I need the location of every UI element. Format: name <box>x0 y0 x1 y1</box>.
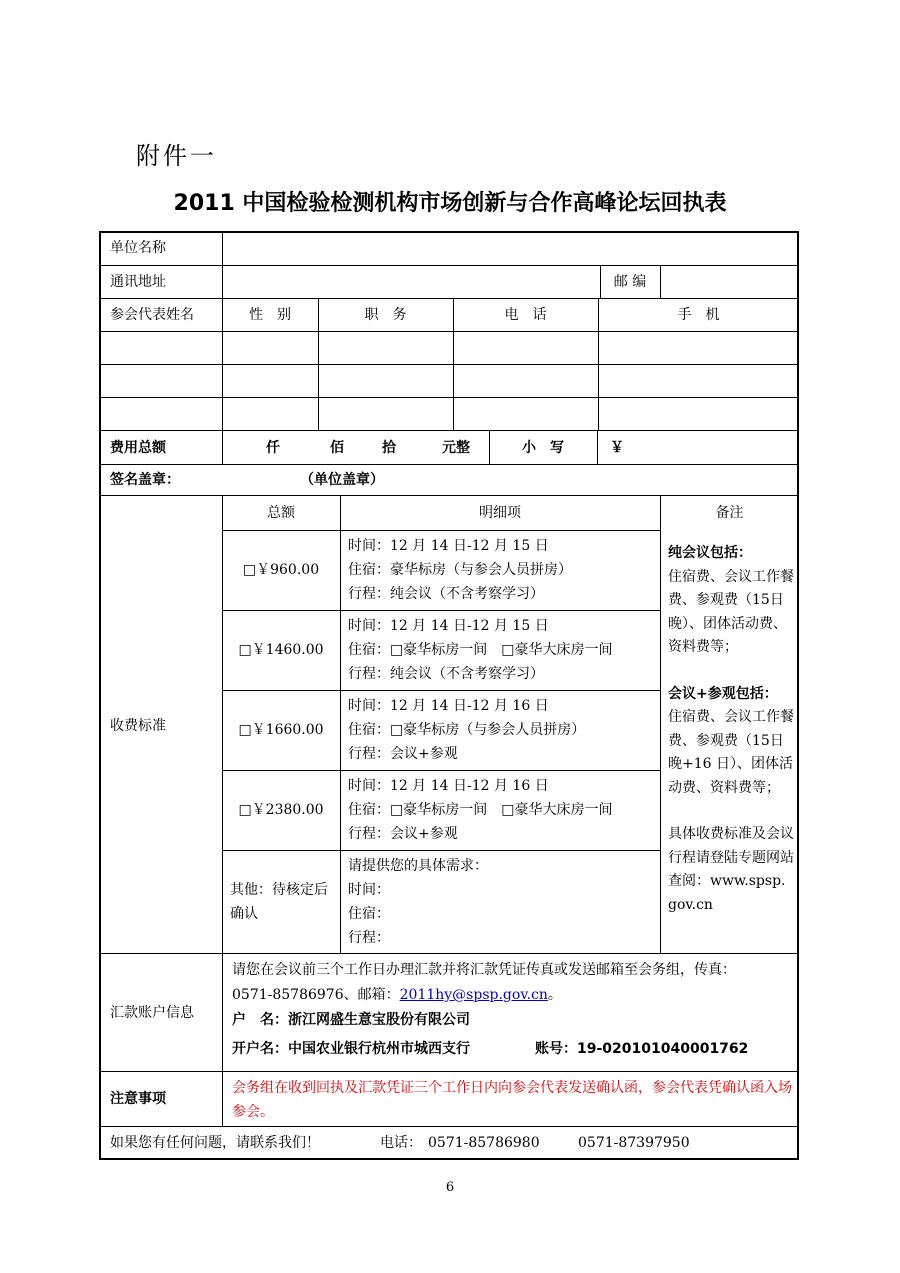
col-total-header: 总额 <box>267 505 295 521</box>
fee-option-checkbox[interactable]: □￥1460.00 <box>238 642 324 658</box>
address-label: 通讯地址 <box>110 274 166 290</box>
page-title: 2011 中国检验检测机构市场创新与合作高峰论坛回执表 <box>173 191 727 216</box>
fee-option-detail: 时间：12 月 14 日-12 月 15 日 住宿：豪华标房（与参会人员拼房） 行程：纯会议（不含考察学习） <box>348 538 572 602</box>
phone-header: 电 话 <box>504 307 547 323</box>
fee-unit-hundred: 佰 <box>330 440 344 456</box>
mobile-header: 手 机 <box>677 307 720 323</box>
postcode-field[interactable] <box>662 267 798 297</box>
yen-label: ￥ <box>610 440 624 456</box>
contact-phone-2: 0571-87397950 <box>578 1135 690 1151</box>
fee-other-detail[interactable]: 请提供您的具体需求： 时间： 住宿： 行程： <box>348 858 488 946</box>
fee-option-detail: 时间：12 月 14 日-12 月 16 日 住宿：□豪华标房一间 □豪华大床房一间 行程：会议+参观 <box>348 778 613 842</box>
remit-line1: 请您在会议前三个工作日办理汇款并将汇款凭证传真或发送邮箱至会务组，传真： <box>232 962 736 978</box>
position-header: 职 务 <box>364 307 407 323</box>
unit-name-field[interactable] <box>224 234 798 264</box>
contact-phone-label: 电话： <box>380 1135 422 1151</box>
page-number: 6 <box>445 1180 455 1195</box>
col-note-header: 备注 <box>715 505 744 521</box>
notice-label: 注意事项 <box>110 1091 166 1107</box>
postcode-label: 邮 编 <box>613 274 647 290</box>
rep-name-header: 参会代表姓名 <box>110 307 194 323</box>
fee-option-detail: 时间：12 月 14 日-12 月 16 日 住宿：□豪华标房（与参会人员拼房） 行程：会议+参观 <box>348 698 586 762</box>
attendee-row[interactable] <box>101 398 799 429</box>
fee-section-label: 收费标准 <box>110 718 166 734</box>
contact-text: 如果您有任何问题，请联系我们！ <box>110 1135 320 1151</box>
gender-header: 性 别 <box>249 307 291 323</box>
fee-option-checkbox[interactable]: □￥2380.00 <box>238 802 324 818</box>
notice-text: 会务组在收到回执及汇款凭证三个工作日内向参会代表发送确认函，参会代表凭确认函入场参会。 <box>232 1080 792 1120</box>
fee-option-checkbox[interactable]: □￥1660.00 <box>238 722 324 738</box>
signature-label: 签名盖章： <box>110 472 180 488</box>
account-name: 户 名：浙江网盛生意宝股份有限公司 <box>232 1012 470 1028</box>
attendee-row[interactable] <box>101 332 799 363</box>
remit-line2: 0571-85786976、邮箱：2011hy@spsp.gov.cn。 <box>232 987 562 1003</box>
remit-label: 汇款账户信息 <box>110 1005 194 1021</box>
fee-unit-thousand: 仟 <box>266 440 280 456</box>
address-field[interactable] <box>224 267 598 297</box>
bank-name: 开户名：中国农业银行杭州市城西支行 <box>232 1041 470 1057</box>
unit-seal-label: （单位盖章） <box>300 472 384 488</box>
contact-phone-1: 0571-85786980 <box>428 1135 540 1151</box>
unit-name-label: 单位名称 <box>110 240 166 256</box>
email-link[interactable]: 2011hy@spsp.gov.cn <box>399 987 548 1003</box>
annex-label: 附件一 <box>136 142 217 170</box>
small-write-label: 小 写 <box>522 440 564 456</box>
fee-other-label: 其他：待核定后确认 <box>230 882 328 922</box>
fee-option-detail: 时间：12 月 14 日-12 月 15 日 住宿：□豪华标房一间 □豪华大床房一间 行程：纯会议（不含考察学习） <box>348 618 613 682</box>
account-number: 账号：19-020101040001762 <box>535 1041 749 1057</box>
col-detail-header: 明细项 <box>479 505 521 521</box>
fee-unit-ten: 拾 <box>382 440 396 456</box>
fee-unit-yuan: 元整 <box>442 440 470 456</box>
attendee-row[interactable] <box>101 365 799 396</box>
total-fee-label: 费用总额 <box>110 440 166 456</box>
fee-option-checkbox[interactable]: □￥960.00 <box>242 562 320 578</box>
fee-notes: 纯会议包括： 住宿费、会议工作餐费、参观费（15日晚）、团体活动费、资料费等； 会议+参观包括： 住宿费、会议工作餐费、参观费（15日晚+16 日）、团体活动费、资料费等； 具体收费标准及会议行程请登陆专题网站查阅：www.spsp.gov.cn <box>668 545 794 913</box>
